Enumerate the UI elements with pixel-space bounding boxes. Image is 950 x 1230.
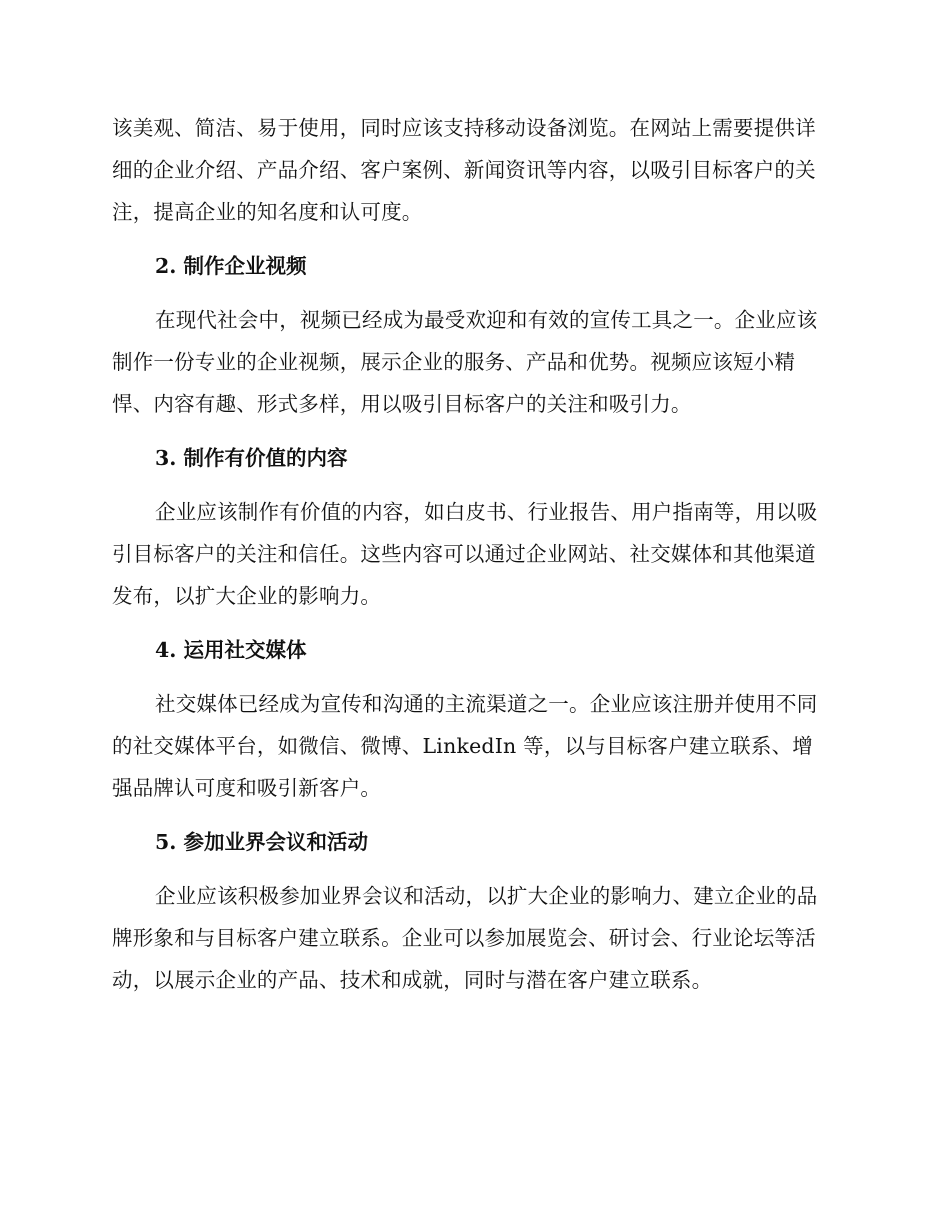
section-number: 4. xyxy=(155,638,177,662)
section-heading-2 xyxy=(112,245,832,287)
section-body-4: 社交媒体已经成为宣传和沟通的主流渠道之一。企业应该注册并使用不同的社交媒体平台，如微信、微博、LinkedIn 等，以与目标客户建立联系、增强品牌认可度和吸引新客户。 xyxy=(112,692,818,800)
intro-paragraph: 该美观、简洁、易于使用，同时应该支持移动设备浏览。在网站上需要提供详细的企业介绍、产品介绍、客户案例、新闻资讯等内容，以吸引目标客户的关注，提高企业的知名度和认可度。 xyxy=(112,116,816,224)
section-title: 参加业界会议和活动 xyxy=(183,830,369,854)
document-body xyxy=(112,107,832,1001)
section-heading-4 xyxy=(112,629,832,671)
section-heading-5 xyxy=(112,821,832,863)
section-title: 运用社交媒体 xyxy=(183,638,307,662)
section-title: 制作企业视频 xyxy=(183,254,307,278)
section-number: 3. xyxy=(155,446,177,470)
section-heading-3 xyxy=(112,437,832,479)
section-number: 2. xyxy=(155,254,177,278)
section-body-3: 企业应该制作有价值的内容，如白皮书、行业报告、用户指南等，用以吸引目标客户的关注和信任。这些内容可以通过企业网站、社交媒体和其他渠道发布，以扩大企业的影响力。 xyxy=(112,500,818,608)
section-number: 5. xyxy=(155,830,177,854)
section-body-5: 企业应该积极参加业界会议和活动，以扩大企业的影响力、建立企业的品牌形象和与目标客户建立联系。企业可以参加展览会、研讨会、行业论坛等活动，以展示企业的产品、技术和成就，同时与潜在客户建立联系。 xyxy=(112,884,818,992)
section-body-2: 在现代社会中，视频已经成为最受欢迎和有效的宣传工具之一。企业应该制作一份专业的企业视频，展示企业的服务、产品和优势。视频应该短小精悍、内容有趣、形式多样，用以吸引目标客户的关注和吸引力。 xyxy=(112,308,818,416)
section-title: 制作有价值的内容 xyxy=(183,446,348,470)
